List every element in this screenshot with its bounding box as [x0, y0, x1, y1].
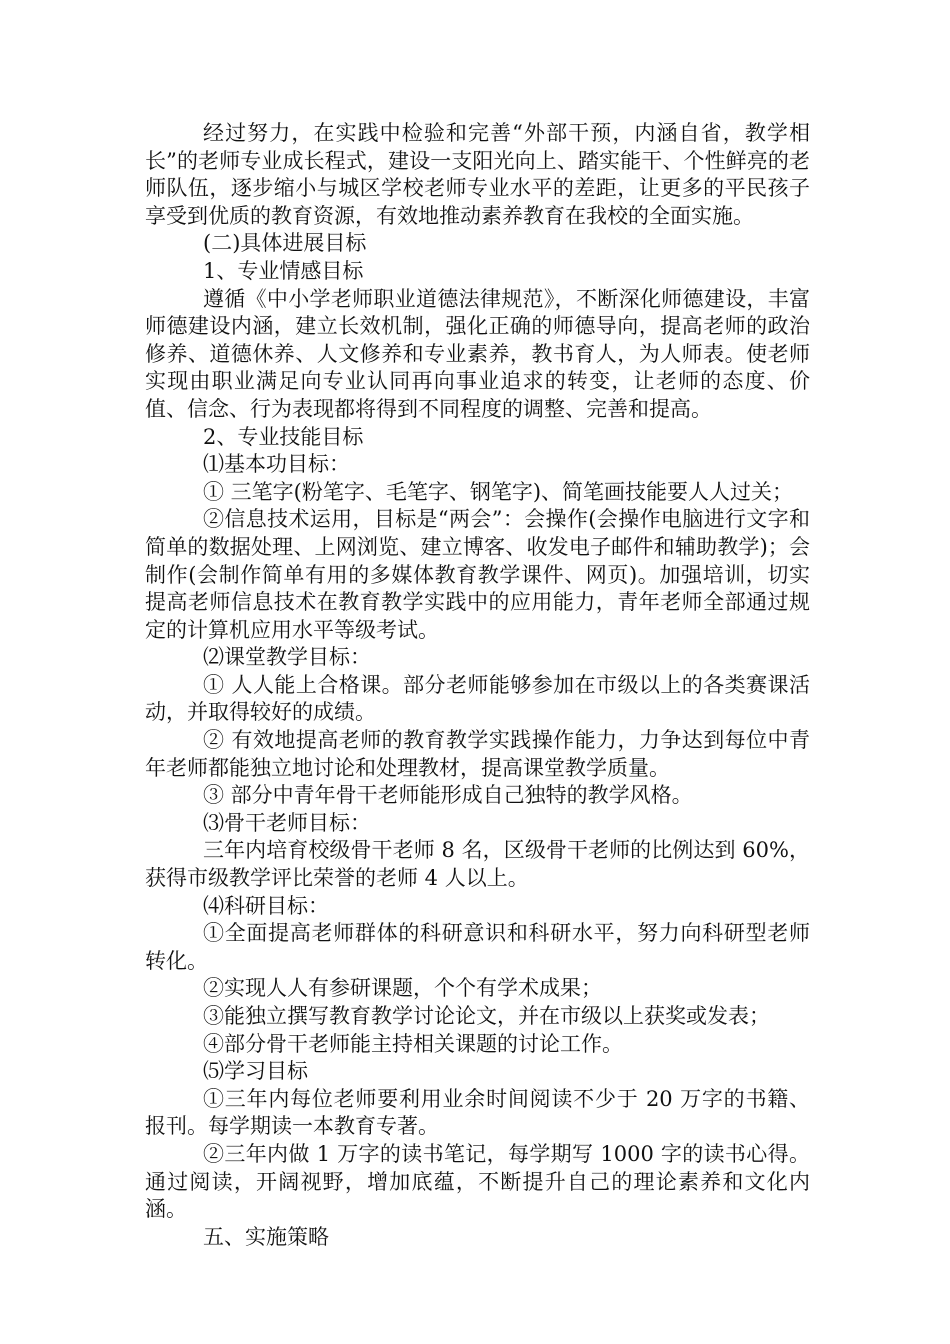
paragraph-ethics: 遵循《中小学老师职业道德法律规范》，不断深化师德建设，丰富师德建设内涵，建立长效机制，强化正确的师德导向，提高老师的政治修养、道德休养、人文修养和专业素养，教书育人，为人师表。使老师实现由职业满足向专业认同再向事业追求的转变，让老师的态度、价值、信念、行为表现都将得到不同程度的调整、完善和提高。	[145, 286, 810, 421]
list-item-it-skills: ②信息技术运用，目标是“两会”：会操作(会操作电脑进行文字和简单的数据处理、上网浏览、建立博客、收发电子邮件和辅助教学)；会制作(会制作简单有用的多媒体教育教学课件、网页)。加强培训，切实提高老师信息技术在教育教学实践中的应用能力，青年老师全部通过规定的计算机应用水平等级考试。	[145, 507, 810, 642]
heading-professional-skills: 2、专业技能目标	[203, 424, 364, 449]
heading-classroom-teaching: ⑵课堂教学目标：	[203, 645, 371, 670]
list-item-lead-research: ④部分骨干老师能主持相关课题的讨论工作。	[203, 1031, 623, 1056]
heading-implementation-strategy: 五、实施策略	[203, 1224, 329, 1249]
list-item-qualified-class: ① 人人能上合格课。部分老师能够参加在市级以上的各类赛课活动，并取得较好的成绩。	[145, 672, 810, 725]
list-item-research-topics: ②实现人人有参研课题，个个有学术成果；	[203, 976, 602, 1001]
heading-basic-skills: ⑴基本功目标：	[203, 452, 350, 477]
list-item-reading: ①三年内每位老师要利用业余时间阅读不少于 20 万字的书籍、报刊。每学期读一本教育专著。	[145, 1086, 810, 1139]
list-item-practice-ability: ② 有效地提高老师的教育教学实践操作能力，力争达到每位中青年老师都能独立地讨论和处理教材，提高课堂教学质量。	[145, 728, 810, 780]
list-item-teaching-style: ③ 部分中青年骨干老师能形成自己独特的教学风格。	[203, 783, 693, 808]
paragraph-backbone-targets: 三年内培育校级骨干老师 8 名，区级骨干老师的比例达到 60%，获得市级教学评比荣誉的老师 4 人以上。	[145, 838, 810, 891]
heading-professional-emotion: 1、专业情感目标	[203, 258, 364, 283]
heading-learning: ⑸学习目标	[203, 1059, 308, 1084]
heading-backbone-teachers: ⑶骨干老师目标：	[203, 810, 371, 835]
list-item-research-awareness: ①全面提高老师群体的科研意识和科研水平，努力向科研型老师转化。	[145, 921, 810, 973]
list-item-three-scripts: ① 三笔字(粉笔字、毛笔字、钢笔字)、简笔画技能要人人过关；	[203, 479, 794, 504]
heading-research: ⑷科研目标：	[203, 893, 329, 918]
paragraph-goal-summary: 经过努力，在实践中检验和完善“外部干预，内涵自省，教学相长”的老师专业成长程式，建设一支阳光向上、踏实能干、个性鲜亮的老师队伍，逐步缩小与城区学校老师专业水平的差距，让更多的平民孩子享受到优质的教育资源，有效地推动素养教育在我校的全面实施。	[145, 121, 810, 228]
document-body	[145, 120, 810, 1251]
list-item-research-papers: ③能独立撰写教育教学讨论论文，并在市级以上获奖或发表；	[203, 1004, 770, 1028]
list-item-reading-notes: ②三年内做 1 万字的读书笔记，每学期写 1000 字的读书心得。通过阅读，开阔视野，增加底蕴，不断提升自己的理论素养和文化内涵。	[145, 1141, 810, 1222]
heading-specific-goals: (二)具体进展目标	[203, 231, 367, 256]
